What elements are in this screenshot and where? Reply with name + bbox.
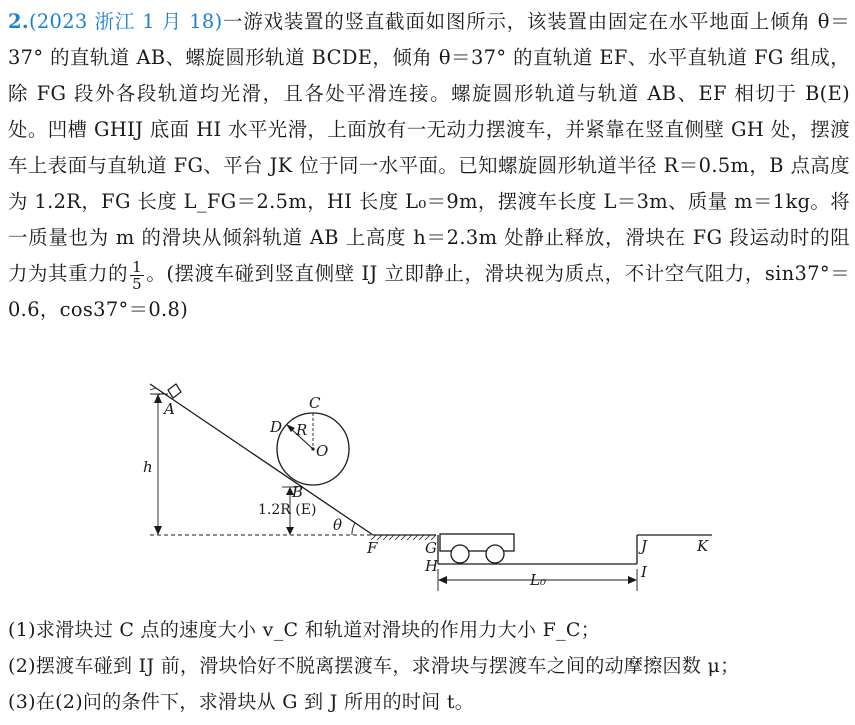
fraction-one-fifth bbox=[130, 259, 144, 292]
problem-paragraph bbox=[8, 4, 850, 328]
label-i: I bbox=[641, 563, 647, 581]
h-arrow-top bbox=[154, 394, 162, 403]
label-g: G bbox=[425, 539, 437, 557]
label-j: J bbox=[641, 537, 648, 555]
label-r: R bbox=[296, 421, 308, 439]
label-b-height: 1.2R (E) bbox=[258, 502, 317, 518]
label-f: F bbox=[367, 539, 378, 557]
label-b: B bbox=[292, 483, 304, 501]
problem-source: (2023 浙江 1 月 18) bbox=[28, 10, 223, 33]
l0-arrow-right bbox=[628, 576, 637, 584]
problem-body-3: 。(摆渡车碰到竖直侧壁 IJ 立即静止，滑块视为质点，不计空气阻力，sin37°＝0.6，cos37°＝0.8) bbox=[8, 262, 850, 321]
question-2: (2)摆渡车碰到 IJ 前，滑块恰好不脱离摆渡车，求滑块与摆渡车之间的动摩擦因数 μ； bbox=[8, 655, 740, 677]
b-arrow-bottom bbox=[286, 527, 294, 535]
h-arrow-bottom bbox=[154, 526, 162, 535]
apparatus-diagram bbox=[0, 370, 855, 610]
label-o: O bbox=[316, 442, 329, 460]
label-l0: L₀ bbox=[530, 571, 546, 589]
problem-number: 2. bbox=[8, 10, 29, 33]
problem-body-2: 滑块在 FG 段运动时的阻力为其重力的 bbox=[8, 226, 850, 285]
label-h-point: H bbox=[425, 557, 439, 575]
l0-arrow-left bbox=[438, 576, 447, 584]
question-3: (3)在(2)问的条件下，求滑块从 G 到 J 所用的时间 t。 bbox=[8, 691, 475, 713]
label-theta: θ bbox=[333, 516, 343, 534]
label-c: C bbox=[309, 394, 321, 412]
cart-wheel-left bbox=[451, 545, 469, 563]
problem-statement bbox=[8, 4, 850, 328]
cart-wheel-right bbox=[486, 545, 504, 563]
label-k: K bbox=[697, 537, 709, 555]
fraction-numerator: 1 bbox=[132, 257, 143, 276]
label-a: A bbox=[164, 400, 175, 418]
label-d: D bbox=[270, 418, 283, 436]
label-h: h bbox=[143, 458, 153, 476]
slider-block bbox=[168, 384, 181, 398]
ferry-cart bbox=[440, 534, 514, 551]
fraction-denominator: 5 bbox=[132, 274, 143, 293]
theta-arc bbox=[352, 523, 355, 535]
question-1: (1)求滑块过 C 点的速度大小 v_C 和轨道对滑块的作用力大小 F_C； bbox=[8, 619, 601, 641]
questions-list bbox=[8, 612, 850, 720]
problem-body: 一游戏装置的竖直截面如图所示，该装置由固定在水平地面上倾角 θ＝37° 的直轨道 AB、螺旋圆形轨道 BCDE，倾角 θ＝37° 的直轨道 EF、水平直轨道 FG 组成，除 FG 段外各段轨道均光滑，且各处平滑连接。螺旋圆形轨道与轨道 AB、EF 相切于 B(E) 处。凹槽 GHIJ 底面 HI 水平光滑，上面放有一无动力摆渡车，并紧靠在竖直侧壁 GH 处，摆渡车上表面与直轨道 FG、平台 JK 位于同一水平面。已知螺旋圆形轨道半径 R＝0.5m，B 点高度为 1.2R，FG 长度 L_FG＝2.5m，HI 长度 L₀＝9m，摆渡车长度 L＝3m、质量 m＝1kg。将一质量也为 m 的滑块从倾斜轨道 AB 上高度 h＝2.3m 处静止释放， bbox=[8, 10, 850, 249]
